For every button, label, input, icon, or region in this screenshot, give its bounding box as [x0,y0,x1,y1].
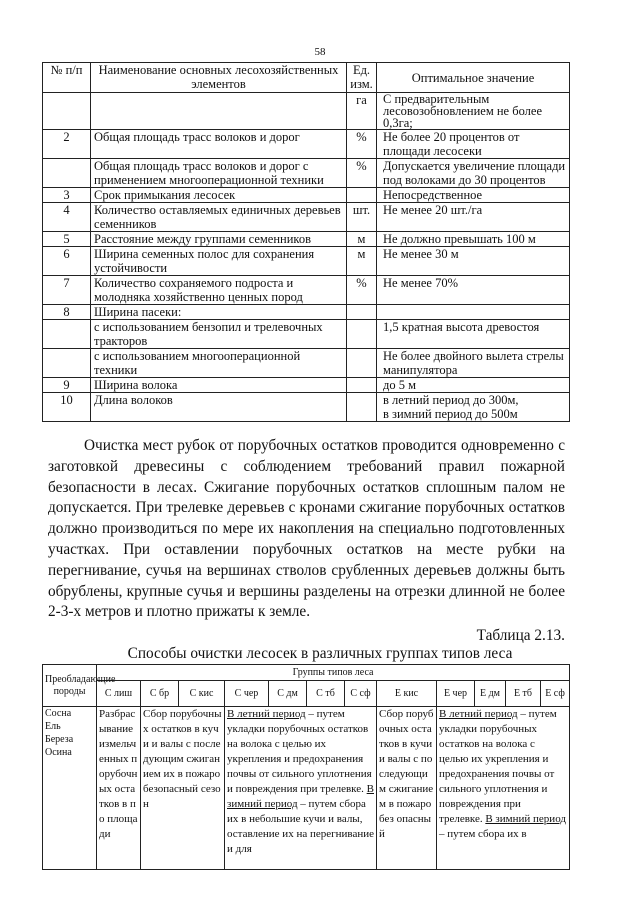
row-num [43,349,91,378]
row-value-text: С предварительным лесовозобновлением не более 0,3га; [383,92,543,130]
method-cell-c [225,707,377,870]
method-cell-d: Сбор порубочных остатков в кучи и валы с последующим сжиганием в пожаробез опасный [377,707,437,870]
table-row [43,203,570,232]
row-num [43,188,91,203]
row-name-text: с использованием многооперационной техники [94,349,301,377]
row-name-text: Длина волоков [94,393,173,407]
row-unit [347,378,377,393]
row-value [377,232,570,247]
row-num-text: 6 [63,247,70,261]
method-cell-e [437,707,570,870]
row-name [91,305,347,320]
header-groups: Группы типов леса [97,665,570,681]
row-value-text: Не более 20 процентов от площади лесосеки [383,130,520,158]
row-name-text: Ширина пасеки: [94,305,182,319]
row-value-text: Допускается увеличение площади под волоками до 30 процентов [383,159,566,187]
winter-text: – путем сбора их в [439,828,527,841]
winter-label: В зимний период [227,783,374,811]
row-value [377,320,570,349]
row-value-text: Не более двойного вылета стрелы манипулятора [383,349,564,377]
row-unit [347,320,377,349]
row-value-text: Не менее 30 м [383,247,459,261]
row-num-text: 9 [63,378,70,392]
table-header-row [43,63,570,93]
row-value [377,203,570,232]
group-header: С чер [225,681,269,707]
row-num [43,305,91,320]
species-name: Береза [45,734,74,746]
summer-text: – путем укладки порубочных остатков на волока с целью их укрепления и предохранения почвы от сильного уплотнения и повреждения при трелевке. [227,708,372,796]
row-num-text: 4 [63,203,70,217]
row-unit [347,349,377,378]
row-value [377,393,570,422]
row-name [91,232,347,247]
row-value-line2: в зимний период до 500м [383,407,518,421]
method-cell-b: Сбор порубочных остатков в кучи и валы с последующим сжиганием их в пожаробезопасный сезон [141,707,225,870]
row-unit-text: м [357,232,366,246]
group-header: С дм [269,681,307,707]
row-unit [347,393,377,422]
row-num-text: 7 [63,276,70,290]
row-unit [347,247,377,276]
row-num [43,93,91,130]
row-value [377,188,570,203]
table-row [43,349,570,378]
row-name-text: Ширина волока [94,378,178,392]
row-unit [347,93,377,130]
row-num [43,130,91,159]
table-row [43,232,570,247]
header-name: Наименование основных лесохозяйственных элементов [91,63,347,93]
winter-text: – путем сбора их в небольшие кучи и валы, оставление их на перегнивание и для [227,798,374,856]
table-row [43,305,570,320]
table-row [43,320,570,349]
row-unit-text: % [356,276,367,290]
row-value-text: Не менее 70% [383,276,458,290]
group-header: Е кис [377,681,437,707]
group-header: С кис [179,681,225,707]
header-species: Преобладающие породы [43,665,97,707]
row-num [43,247,91,276]
group-header: Е тб [506,681,541,707]
row-value [377,305,570,320]
row-value [377,276,570,305]
row-unit-text: % [356,130,367,144]
row-value [377,159,570,188]
method-cell-a: Разбрасывание измельченных порубочных остатков в по площади [97,707,141,870]
table-row [43,159,570,188]
row-num [43,159,91,188]
header-num: № п/п [43,63,91,93]
row-name [91,130,347,159]
table-row [43,188,570,203]
group-header: Е дм [475,681,506,707]
row-unit-text: м [357,247,366,261]
row-num [43,393,91,422]
body-paragraph: Очистка мест рубок от порубочных остатков проводится одновременно с заготовкой древесины с соблюдением требований правил пожарной безопасности в лесах. Сжигание порубочных остатков сплошным палом не допускается. При трелевке деревьев с кронами сжигание порубочных остатков должно производиться по мере их накопления на специально подготовленных участках. При оставлении порубочных остатков на месте рубки на перегнивание, сучья на вершинах стволов срубленных деревьев должны быть обрублены, крупные сучья и вершины разделены на отрезки длинной не более 2-3-х метров и плотно прижаты к земле. [48,437,565,621]
row-name-text: Срок примыкания лесосек [94,188,236,202]
cleaning-methods-table [42,664,570,870]
table-row [43,276,570,305]
row-value-text: Не должно превышать 100 м [383,232,536,246]
group-header: С сф [345,681,377,707]
row-name-text: Ширина семенных полос для сохранения устойчивости [94,247,315,275]
row-unit [347,130,377,159]
header-unit: Ед. изм. [347,63,377,93]
summer-text: – путем укладки порубочных остатков на волока с целью их укрепления и предохранения почвы от сильного уплотнения и повреждения при трелевке. [439,708,557,826]
row-name [91,378,347,393]
row-value [377,247,570,276]
species-cell [43,707,97,870]
row-unit-text: шт. [352,203,371,217]
row-value-text: 1,5 кратная высота древостоя [383,320,540,334]
forestry-elements-table [42,62,570,422]
row-num [43,378,91,393]
table-number: Таблица 2.13. [476,627,565,645]
species-name: Сосна [45,708,72,720]
row-num [43,232,91,247]
row-name [91,188,347,203]
row-num [43,203,91,232]
group-header: С тб [307,681,345,707]
table-row [43,393,570,422]
row-name [91,276,347,305]
row-num-text: 5 [63,232,70,246]
group-header: Е сф [541,681,570,707]
row-name [91,93,347,130]
row-value [377,130,570,159]
group-header: Е чер [437,681,475,707]
row-value-text: Не менее 20 шт./га [383,203,483,217]
row-value-text: Непосредственное [383,188,483,202]
row-name [91,393,347,422]
table-row [43,93,570,130]
table-title: Способы очистки лесосек в различных группах типов леса [127,645,513,663]
row-unit-text: га [356,93,367,107]
row-num-text: 8 [63,305,70,319]
row-unit [347,159,377,188]
row-name-text: с использованием бензопил и трелевочных тракторов [94,320,323,348]
row-unit [347,188,377,203]
row-num-text: 10 [60,393,73,407]
row-name-text: Общая площадь трасс волоков и дорог с применением многооперационной техники [94,159,324,187]
row-value [377,93,570,130]
row-num-text: 2 [63,130,70,144]
row-name-text: Расстояние между группами семенников [94,232,312,246]
row-value-text: в летний период до 300м, [383,393,519,407]
row-unit [347,305,377,320]
row-name-text: Количество оставляемых единичных деревьев семенников [94,203,341,231]
header-value: Оптимальное значение [377,63,570,93]
row-name [91,159,347,188]
row-name-text: Количество сохраняемого подроста и молодняка хозяйственно ценных пород [94,276,303,304]
row-unit [347,203,377,232]
row-value [377,349,570,378]
row-value-text: до 5 м [383,378,417,392]
row-unit [347,276,377,305]
row-name-text: Общая площадь трасс волоков и дорог [94,130,300,144]
row-value [377,378,570,393]
row-unit-text: % [356,159,367,173]
table-row [43,130,570,159]
group-header: С лиш [97,681,141,707]
row-name [91,203,347,232]
row-num [43,320,91,349]
species-name: Осина [45,747,72,759]
summer-label: В летний период [439,708,518,721]
row-name [91,320,347,349]
row-num-text: 3 [63,188,70,202]
row-name [91,247,347,276]
species-name: Ель [45,721,61,733]
summer-label: В летний период [227,708,306,721]
table-row [43,378,570,393]
group-header: С бр [141,681,179,707]
row-num [43,276,91,305]
table-row [43,247,570,276]
row-unit [347,232,377,247]
page-number: 58 [314,46,326,58]
row-name [91,349,347,378]
winter-label: В зимний период [485,813,566,826]
